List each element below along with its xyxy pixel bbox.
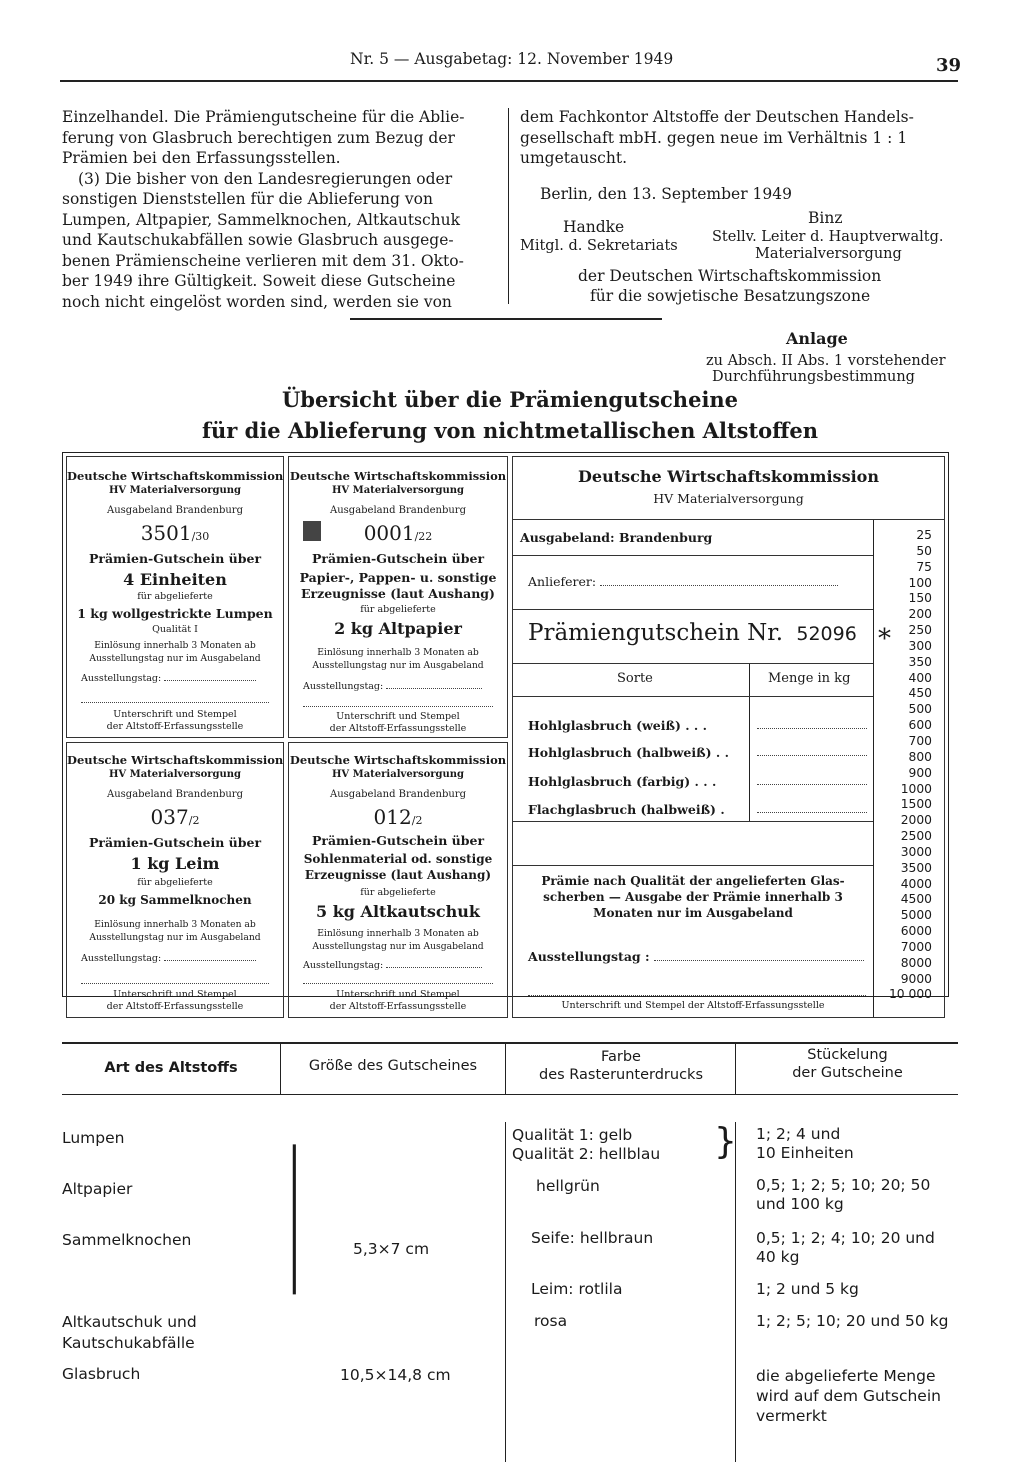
coupon-label: Prämien-Gutschein über	[88, 551, 262, 566]
land-underline	[513, 555, 873, 556]
coupon-number	[67, 805, 283, 829]
scale-value: 4000	[900, 876, 932, 891]
coupon-sign: der Altstoff-Erfassungsstelle	[106, 721, 244, 732]
rows-underline	[513, 821, 873, 822]
scale-value: 5000	[900, 908, 932, 923]
coupon-date-field[interactable]	[81, 673, 256, 684]
sort-row: Hohlglasbruch (farbig) . . .	[528, 774, 717, 789]
scale-value: 250	[908, 623, 932, 638]
signer-right-name: Binz	[808, 209, 843, 227]
text-line: benen Prämienscheine verlieren mit dem 31. Okto-	[62, 251, 464, 270]
text-line: ferung von Glasbruch berechtigen zum Bezug der	[62, 128, 455, 147]
coupon-dept: HV Materialversorgung	[653, 491, 804, 506]
scale-value: 6000	[900, 924, 932, 939]
coupon-date-dots	[386, 967, 482, 968]
scale-value: 9000	[900, 971, 932, 986]
signature-line	[81, 983, 269, 984]
header-rule	[60, 80, 958, 82]
scale-value: 3500	[900, 860, 932, 875]
coupon-number-suffix: /30	[191, 530, 210, 543]
th-denominations: Stückelung	[807, 1047, 888, 1063]
scale-value: 450	[908, 686, 932, 701]
supplier-label: Anlieferer:	[528, 574, 597, 589]
denom-text: 1; 2; 4 und	[756, 1125, 841, 1143]
scale-value: 1500	[900, 797, 932, 812]
table-top-rule	[62, 1042, 958, 1044]
coupon-number	[289, 805, 507, 829]
text-line: sonstigen Dienststellen für die Ablieferung von	[62, 190, 433, 208]
annex-title: Anlage	[786, 329, 848, 348]
coupon-date-label: Ausstellungstag:	[303, 681, 384, 692]
org-line: der Deutschen Wirtschaftskommission	[578, 267, 882, 285]
scale-value: 3000	[900, 844, 932, 859]
coupon-redeem: Ausstellungstag nur im Ausgabeland	[312, 941, 484, 952]
scale-value: 100	[908, 575, 932, 590]
size-large: 10,5×14,8 cm	[340, 1366, 451, 1384]
th-size: Größe des Gutscheines	[308, 1058, 478, 1074]
text-line: umgetauscht.	[520, 149, 628, 167]
coupon-org: Deutsche Wirtschaftskommission	[289, 753, 507, 767]
coupon-date-label: Ausstellungstag:	[81, 673, 162, 684]
coupon-date-dots	[386, 688, 482, 689]
coupon-sammelknochen	[66, 742, 284, 1018]
th-color: des Rasterunterdrucks	[538, 1067, 704, 1083]
signer-right-dept: Materialversorgung	[755, 246, 902, 262]
scale-value: 300	[908, 638, 932, 653]
org-line: für die sowjetische Besatzungszone	[590, 287, 871, 305]
th-art: Art des Altstoffs	[104, 1060, 238, 1076]
big-sign: Unterschrift und Stempel der Altstoff-Erfassungsstelle	[561, 1000, 825, 1011]
scale-value: 2500	[900, 829, 932, 844]
premium-note: Monaten nur im Ausgabeland	[593, 906, 793, 920]
supplier-underline	[513, 609, 873, 610]
color-text: hellgrün	[536, 1177, 600, 1195]
denom-text: 0,5; 1; 2; 4; 10; 20 und	[756, 1229, 935, 1247]
coupon-redeem: Einlösung innerhalb 3 Monaten ab	[317, 647, 479, 658]
coupon-land: Ausgabeland Brandenburg	[330, 505, 466, 516]
table-col-rule	[280, 1043, 281, 1094]
premium-note: scherben — Ausgabe der Prämie innerhalb 3	[543, 890, 843, 904]
coupon-desc: Erzeugnisse (laut Aushang)	[301, 586, 495, 601]
coupon-main: 2 kg Altpapier	[334, 619, 462, 638]
coupon-org: Deutsche Wirtschaftskommission	[578, 467, 879, 486]
land-label: Ausgabeland: Brandenburg	[520, 530, 713, 545]
coupon-date-field[interactable]	[303, 681, 482, 692]
coupon-land: Ausgabeland Brandenburg	[330, 789, 466, 800]
overview-title: Übersicht über die Prämiengutscheine	[281, 387, 739, 412]
table-row-art: Glasbruch	[62, 1365, 141, 1383]
text-line: Einzelhandel. Die Prämiengutscheine für die Ablie-	[62, 108, 465, 126]
table-col-rule	[505, 1043, 506, 1094]
denom-text: 10 Einheiten	[756, 1144, 854, 1162]
coupon-org: Deutsche Wirtschaftskommission	[67, 753, 284, 767]
title-underline	[513, 663, 873, 664]
scale-value: 200	[908, 607, 932, 622]
coupon-dept: HV Materialversorgung	[331, 769, 465, 780]
annex-ref: Durchführungsbestimmung	[712, 369, 915, 385]
coupon-redeem: Einlösung innerhalb 3 Monaten ab	[94, 919, 256, 930]
text-line: noch nicht eingelöst worden sind, werden sie von	[62, 292, 452, 311]
coupon-org: Deutsche Wirtschaftskommission	[67, 469, 284, 483]
rows-underline	[513, 865, 873, 866]
text-line: ber 1949 ihre Gültigkeit. Soweit diese Gutscheine	[62, 272, 456, 290]
coupon-date-dots	[164, 680, 256, 681]
denom-text: vermerkt	[756, 1407, 827, 1425]
quantity-scale	[874, 528, 944, 1003]
qty-dots[interactable]	[757, 784, 867, 785]
scale-value: 75	[916, 559, 932, 574]
table-col-rule	[735, 1043, 736, 1094]
scale-value: 500	[908, 702, 932, 717]
coupon-altkautschuk	[288, 742, 508, 1018]
coupon-label: Prämien-Gutschein über	[311, 833, 485, 848]
coupon-date-label: Ausstellungstag:	[81, 953, 162, 964]
header-underline	[513, 696, 873, 697]
coupon-for: für abgelieferte	[137, 591, 213, 602]
premium-note: Prämie nach Qualität der angelieferten Glas-	[541, 874, 845, 888]
table-row-art: Lumpen	[62, 1129, 125, 1147]
denom-text: 40 kg	[756, 1248, 800, 1266]
coupon-desc: Erzeugnisse (laut Aushang)	[304, 868, 492, 882]
star-icon: *	[878, 624, 891, 654]
signature-line	[528, 995, 866, 996]
coupon-number-value: 012	[373, 805, 412, 829]
big-date-field[interactable]	[528, 949, 864, 964]
size-small: 5,3×7 cm	[353, 1240, 430, 1258]
denom-text: 1; 2; 5; 10; 20 und 50 kg	[756, 1312, 949, 1330]
supplier-dots	[600, 585, 838, 586]
page-number: 39	[936, 55, 962, 76]
th-denominations: der Gutscheine	[792, 1065, 903, 1081]
coupon-number	[67, 521, 283, 545]
coupon-number-suffix: /22	[414, 530, 433, 543]
scale-value: 4500	[900, 892, 932, 907]
signature-line	[81, 702, 269, 703]
th-color: Farbe	[601, 1049, 641, 1065]
coupon-dept: HV Materialversorgung	[331, 485, 465, 496]
coupon-redeem: Ausstellungstag nur im Ausgabeland	[89, 932, 261, 943]
coupon-altpapier	[288, 456, 508, 738]
coupon-redeem: Einlösung innerhalb 3 Monaten ab	[317, 928, 479, 939]
scale-value: 400	[908, 670, 932, 685]
coupon-number-value: 0001	[363, 521, 415, 545]
column-divider	[508, 108, 509, 304]
coupon-land: Ausgabeland Brandenburg	[107, 789, 243, 800]
denom-text: 1; 2 und 5 kg	[756, 1280, 859, 1298]
scale-value: 25	[916, 528, 932, 542]
big-date-dots	[654, 960, 864, 961]
coupon-dept: HV Materialversorgung	[108, 485, 242, 496]
table-row-art: Altkautschuk und	[62, 1313, 197, 1331]
table-row-art: Kautschukabfälle	[62, 1334, 195, 1352]
overview-subtitle: für die Ablieferung von nichtmetallischen Altstoffen	[201, 418, 819, 443]
coupon-title-number: 52096	[796, 623, 857, 645]
coupon-main: 1 kg Leim	[130, 854, 220, 873]
right-column-text	[520, 107, 960, 169]
denom-text: wird auf dem Gutschein	[756, 1387, 941, 1405]
coupon-number-value: 3501	[140, 521, 192, 545]
scale-value: 50	[916, 543, 932, 558]
qty-dots[interactable]	[757, 812, 867, 813]
supplier-field[interactable]	[528, 574, 838, 589]
text-line: (3) Die bisher von den Landesregierungen oder	[78, 169, 453, 188]
coupon-date-label: Ausstellungstag:	[303, 960, 384, 971]
coupon-label: Prämien-Gutschein über	[311, 551, 485, 566]
col-sort: Sorte	[617, 671, 653, 686]
coupon-main: 4 Einheiten	[123, 570, 227, 589]
coupon-main: 5 kg Altkautschuk	[315, 902, 480, 921]
coupon-org: Deutsche Wirtschaftskommission	[289, 469, 507, 483]
table-col-rule	[735, 1122, 736, 1462]
coupon-for: für abgelieferte	[360, 604, 436, 615]
sort-row: Hohlglasbruch (weiß) . . .	[528, 718, 707, 733]
scale-value: 600	[908, 718, 932, 733]
coupon-redeem: Ausstellungstag nur im Ausgabeland	[312, 660, 484, 671]
scale-value: 900	[908, 765, 932, 780]
big-coupon-rule	[512, 519, 945, 520]
coupon-item: 20 kg Sammelknochen	[98, 893, 252, 907]
text-line: und Kautschukabfällen sowie Glasbruch ausgege-	[62, 231, 454, 249]
table-row-art: Altpapier	[62, 1180, 133, 1198]
date-line: Berlin, den 13. September 1949	[540, 185, 792, 203]
table-col-divider	[749, 664, 750, 821]
coupon-date-dots	[164, 960, 256, 961]
coupon-title	[528, 620, 857, 646]
coupon-number-value: 037	[150, 805, 189, 829]
big-date-label: Ausstellungstag :	[528, 949, 650, 964]
table-row-art: Sammelknochen	[62, 1231, 192, 1249]
signature-line	[303, 983, 493, 984]
text-line: Lumpen, Altpapier, Sammelknochen, Altkautschuk	[62, 210, 461, 229]
coupon-sign: der Altstoff-Erfassungsstelle	[106, 1001, 244, 1012]
color-text: Qualität 2: hellblau	[512, 1145, 661, 1163]
col-qty: Menge in kg	[768, 671, 851, 686]
scale-value: 150	[908, 591, 932, 606]
scale-value: 2000	[900, 813, 932, 828]
denom-text: und 100 kg	[756, 1195, 844, 1213]
sort-row: Flachglasbruch (halbweiß) .	[528, 802, 725, 817]
coupon-sign: Unterschrift und Stempel	[336, 989, 460, 1000]
coupon-sign: Unterschrift und Stempel	[113, 989, 237, 1000]
left-column-text	[62, 107, 502, 312]
coupon-lumpen	[66, 456, 284, 738]
table-header-rule	[62, 1094, 958, 1095]
coupon-desc: Sohlenmaterial od. sonstige	[303, 852, 493, 866]
coupon-label: Prämien-Gutschein über	[88, 835, 262, 850]
text-line: Prämien bei den Erfassungsstellen.	[62, 149, 341, 167]
scale-value: 800	[908, 749, 932, 764]
color-text: rosa	[534, 1312, 568, 1330]
table-col-rule	[505, 1122, 506, 1462]
coupon-sign: Unterschrift und Stempel	[336, 711, 460, 722]
coupon-land: Ausgabeland Brandenburg	[107, 505, 243, 516]
qty-dots[interactable]	[757, 728, 867, 729]
color-text: Qualität 1: gelb	[512, 1126, 633, 1144]
denom-text: die abgelieferte Menge	[756, 1367, 936, 1385]
coupon-number-suffix: /2	[188, 814, 200, 827]
section-rule	[350, 318, 662, 320]
coupon-date-field[interactable]	[81, 953, 256, 964]
signer-left-title: Mitgl. d. Sekretariats	[520, 238, 678, 254]
coupon-sign: der Altstoff-Erfassungsstelle	[329, 723, 467, 734]
coupon-desc: Papier-, Pappen- u. sonstige	[299, 570, 497, 585]
signer-left-name: Handke	[563, 218, 625, 236]
sort-row: Hohlglasbruch (halbweiß) . .	[528, 745, 729, 760]
coupon-item: 1 kg wollgestrickte Lumpen	[77, 606, 273, 621]
scale-value: 1000	[900, 781, 932, 796]
coupon-date-field[interactable]	[303, 960, 482, 971]
text-line: dem Fachkontor Altstoffe der Deutschen Handels-	[520, 108, 914, 126]
scale-value: 7000	[900, 939, 932, 954]
coupon-sign: der Altstoff-Erfassungsstelle	[329, 1001, 467, 1012]
coupon-for: für abgelieferte	[360, 887, 436, 898]
signer-right-title: Stellv. Leiter d. Hauptverwaltg.	[712, 229, 944, 245]
coupon-sub: Qualität I	[152, 624, 198, 635]
scale-value: 700	[908, 733, 932, 748]
coupon-number-suffix: /2	[411, 814, 423, 827]
coupon-number	[289, 521, 507, 545]
coupon-title-label: Prämiengutschein Nr.	[528, 620, 784, 646]
color-text: Seife: hellbraun	[531, 1229, 654, 1247]
brace-icon: |	[288, 1121, 301, 1295]
scale-value: 8000	[900, 955, 932, 970]
coupon-redeem: Einlösung innerhalb 3 Monaten ab	[94, 640, 256, 651]
issue-line: Nr. 5 — Ausgabetag: 12. November 1949	[350, 50, 674, 68]
coupon-dept: HV Materialversorgung	[108, 769, 242, 780]
coupon-redeem: Ausstellungstag nur im Ausgabeland	[89, 653, 261, 664]
coupon-sign: Unterschrift und Stempel	[113, 709, 237, 720]
qty-dots[interactable]	[757, 755, 867, 756]
annex-ref: zu Absch. II Abs. 1 vorstehender	[706, 353, 946, 369]
signature-line	[303, 706, 493, 707]
text-line: gesellschaft mbH. gegen neue im Verhältnis 1 : 1	[520, 128, 908, 147]
coupon-for: für abgelieferte	[137, 877, 213, 888]
brace-right-icon: }	[714, 1121, 737, 1162]
scale-value: 350	[908, 654, 932, 669]
color-text: Leim: rotlila	[531, 1280, 623, 1298]
scale-value: 10 000	[888, 987, 932, 1002]
denom-text: 0,5; 1; 2; 5; 10; 20; 50	[756, 1176, 931, 1194]
